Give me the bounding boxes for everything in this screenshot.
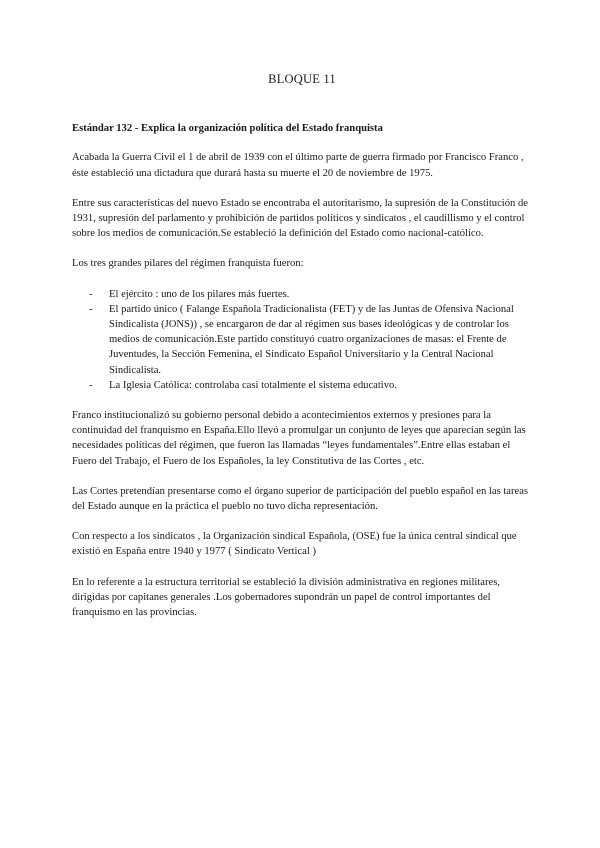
paragraph-territorial: En lo referente a la estructura territorial se estableció la división administrativa en regiones militares, dirigidas por capitanes generales .Los gobernadores supondrán un papel de control importantes del franquismo en las provincias. — [72, 576, 501, 619]
list-item-church: - La Iglesia Católica: controlaba casi totalmente el sistema educativo. — [109, 378, 532, 393]
list-item-army: - El ejército : uno de los pilares más fuertes. — [109, 287, 532, 302]
list-item-single-party: - El partido único ( Falange Española Tradicionalista (FET) y de las Juntas de Ofensiva Nacional Sindicalista (JONS)) , se encargaron de dar al régimen sus bases ideológicas y de controlar los medios de comunicación.Este partido constituyó cuatro organizaciones de masas: el Frente de Juventudes, la Sección Femenina, el Sindicato Español Universitario y la Central Nacional Sindicalista. — [109, 302, 532, 378]
paragraph-state-characteristics: Entre sus características del nuevo Estado se encontraba el autoritarismo, la supresión de la Constitución de 1931, supresión del parlamento y prohibición de partidos políticos y sindicatos , el caudillismo y el control sobre los medios de comunicación.Se estableció la definición del Estado como nacional-católico. — [72, 197, 528, 240]
standard-heading: Estándar 132 - Explica la organización política del Estado franquista — [72, 123, 383, 135]
paragraph-unions: Con respecto a los sindicatos , la Organización sindical Española, (OSE) fue la única central sindical que existió en España entre 1940 y 1977 ( Sindicato Vertical ) — [72, 531, 517, 558]
document-title: BLOQUE 11 — [268, 72, 336, 86]
paragraph-pillars-intro: Los tres grandes pilares del régimen franquista fueron: — [72, 258, 304, 270]
pillars-list — [72, 287, 532, 393]
paragraph-fundamental-laws: Franco institucionalizó su gobierno personal debido a acontecimientos externos y presiones para la continuidad del franquismo en España.Ello llevó a promulgar un conjunto de leyes que aparecían según las necesidades políticas del régimen, que fueron las llamadas “leyes fundamentales”.Entre ellas estaban el Fuero del Trabajo, el Fuero de los Españoles, la ley Constitutiva de las Cortes , etc. — [72, 410, 526, 467]
paragraph-civil-war-end: Acabada la Guerra Civil el 1 de abril de 1939 con el último parte de guerra firmado por Francisco Franco , éste estableció una dictadura que durará hasta su muerte el 20 de noviembre de 1975. — [72, 152, 524, 179]
paragraph-cortes: Las Cortes pretendían presentarse como el órgano superior de participación del pueblo español en las tareas del Estado aunque en la práctica el pueblo no tuvo dicha representación. — [72, 485, 529, 513]
